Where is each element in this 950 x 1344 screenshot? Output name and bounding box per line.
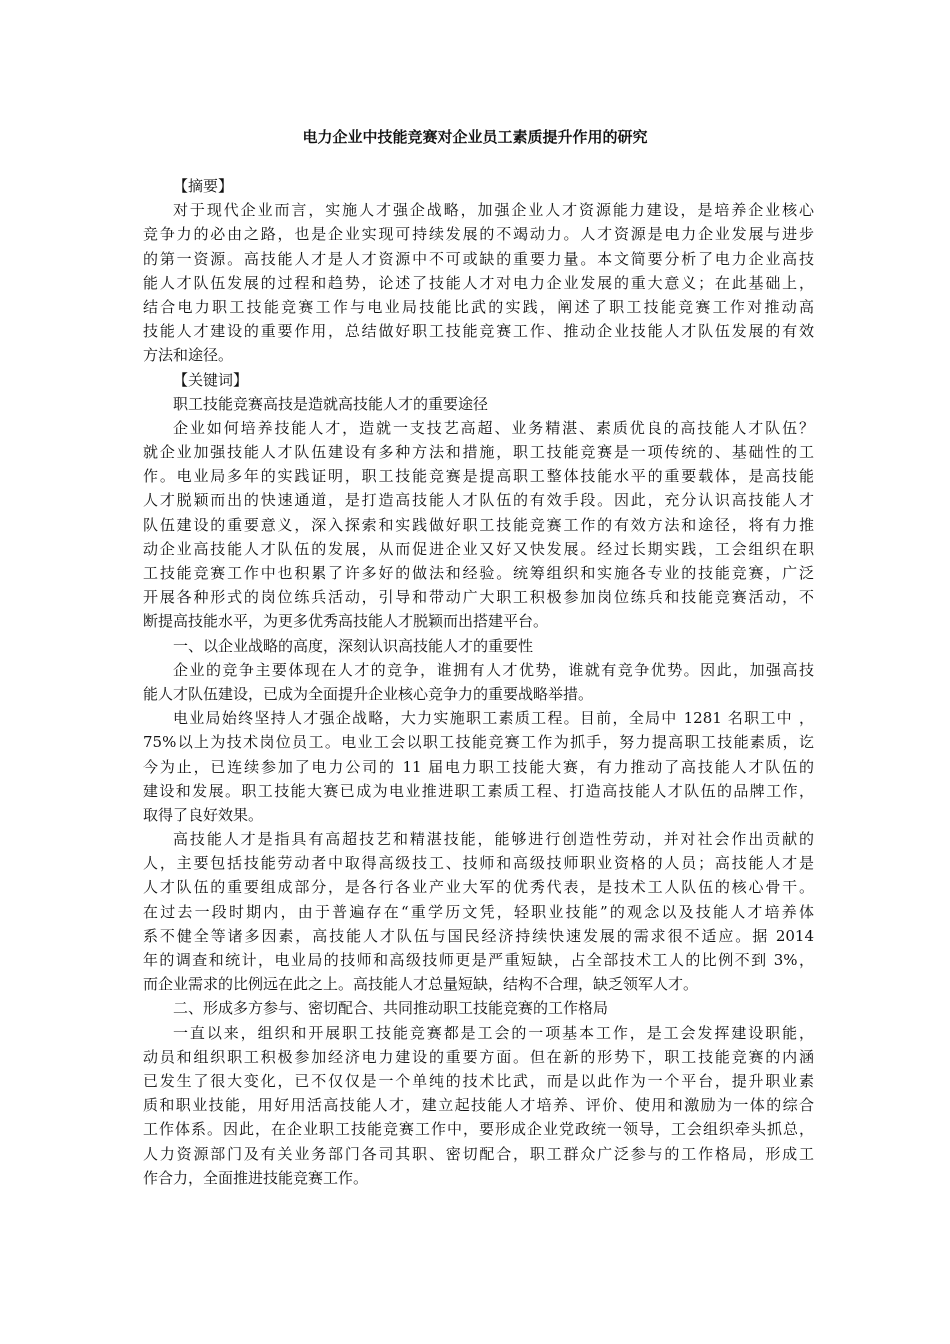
paragraph [143, 174, 814, 198]
paragraph-line: 质和职业技能，用好用活高技能人才，建立起技能人才培养、评价、使用和激励为一体的综合 [143, 1096, 814, 1115]
paragraph [143, 198, 814, 367]
paragraph-line: 竞争力的必由之路，也是企业实现可持续发展的不竭动力。人才资源是电力企业发展与进步 [143, 225, 814, 244]
paragraph-line: 年的调查和统计，电业局的技师和高级技师更是严重短缺，占全部技术工人的比例不到 3%， [143, 951, 814, 969]
paragraph-line: 一直以来，组织和开展职工技能竞赛都是工会的一项基本工作，是工会发挥建设职能， [173, 1023, 814, 1042]
paragraph-line: 人，主要包括技能劳动者中取得高级技工、技师和高级技师职业资格的人员；高技能人才是 [143, 854, 814, 873]
paragraph-line: 工技能竞赛工作中也积累了许多好的做法和经验。统筹组织和实施各专业的技能竞赛，广泛 [143, 564, 814, 582]
paragraph [143, 416, 814, 634]
paragraph [143, 706, 814, 827]
paragraph-line: 企业的竞争主要体现在人才的竞争，谁拥有人才优势，谁就有竞争优势。因此，加强高技 [173, 660, 814, 679]
paragraph-line: 作合力，全面推进技能竞赛工作。 [143, 1168, 369, 1187]
paragraph-line: 结合电力职工技能竞赛工作与电业局技能比武的实践，阐述了职工技能竞赛工作对推动高 [143, 297, 814, 316]
paragraph-line: 方法和途径。 [143, 346, 234, 365]
paragraph [143, 658, 814, 706]
paragraph-line: 而企业需求的比例远在此之上。高技能人才总量短缺，结构不合理，缺乏领军人才。 [143, 975, 699, 994]
paragraph-line: 企业如何培养技能人才，造就一支技艺高超、业务精湛、素质优良的高技能人才队伍？ [173, 418, 814, 437]
paragraph-line: 今为止，已连续参加了电力公司的 11 届电力职工技能大赛，有力推动了高技能人才队伍的 [143, 757, 814, 776]
paragraph-line: 已发生了很大变化，已不仅仅是一个单纯的技术比武，而是以此作为一个平台，提升职业素 [143, 1071, 814, 1090]
document-title: 电力企业中技能竞赛对企业员工素质提升作用的研究 [302, 128, 648, 146]
paragraph-line: 动员和组织职工积极参加经济电力建设的重要方面。但在新的形势下，职工技能竞赛的内涵 [143, 1047, 814, 1066]
paragraph-line: 断提高技能水平，为更多优秀高技能人才脱颖而出搭建平台。 [143, 612, 549, 631]
paragraph [143, 996, 814, 1020]
paragraph-line: 75%以上为技术岗位员工。电业工会以职工技能竞赛工作为抓手，努力提高职工技能素质，讫 [143, 733, 814, 752]
document-body [143, 174, 814, 1190]
paragraph-line: 人力资源部门及有关业务部门各司其职、密切配合，职工群众广泛参与的工作格局，形成工 [143, 1144, 814, 1163]
paragraph-line: 队伍建设的重要意义，深入探索和实践做好职工技能竞赛工作的有效方法和途径，将有力推 [143, 515, 814, 534]
paragraph-line: 动企业高技能人才队伍的发展，从而促进企业又好又快发展。经过长期实践，工会组织在职 [143, 539, 814, 558]
paragraph [143, 392, 814, 416]
paragraph-line: 就企业加强技能人才队伍建设有多种方法和措施，职工技能竞赛是一项传统的、基础性的工 [143, 443, 814, 462]
paragraph-line: 能人才队伍建设，已成为全面提升企业核心竞争力的重要战略举措。 [143, 684, 594, 703]
paragraph-line: 在过去一段时期内，由于普遍存在“重学历文凭，轻职业技能”的观念以及技能人才培养体 [143, 902, 814, 921]
paragraph-line: 技能人才建设的重要作用，总结做好职工技能竞赛工作、推动企业技能人才队伍发展的有效 [143, 322, 814, 341]
paragraph-line: 【摘要】 [173, 177, 234, 195]
paragraph-line: 【关键词】 [173, 370, 249, 389]
paragraph-line: 系不健全等诸多因素，高技能人才队伍与国民经济持续快速发展的需求很不适应。据 2014 [143, 926, 814, 945]
paragraph-line: 人才脱颖而出的快速通道，是打造高技能人才队伍的有效手段。因此，充分认识高技能人才 [143, 491, 814, 510]
paragraph-line: 作。电业局多年的实践证明，职工技能竞赛是提高职工整体技能水平的重要载体，是高技能 [143, 467, 814, 486]
paragraph-line: 电业局始终坚持人才强企战略，大力实施职工素质工程。目前，全局中 1281 名职工中 ， [173, 709, 814, 728]
paragraph-line: 工作体系。因此，在企业职工技能竞赛工作中，要形成企业党政统一领导，工会组织牵头抓总， [143, 1120, 814, 1139]
paragraph-line: 二、形成多方参与、密切配合、共同推动职工技能竞赛的工作格局 [173, 999, 609, 1018]
paragraph [143, 368, 814, 392]
paragraph [143, 827, 814, 996]
paragraph-line: 的第一资源。高技能人才是人才资源中不可或缺的重要力量。本文简要分析了电力企业高技 [143, 249, 814, 268]
paragraph-line: 对于现代企业而言，实施人才强企战略，加强企业人才资源能力建设，是培养企业核心 [173, 201, 814, 220]
paragraph-line: 职工技能竞赛高技是造就高技能人才的重要途径 [173, 394, 489, 413]
paragraph-line: 高技能人才是指具有高超技艺和精湛技能，能够进行创造性劳动，并对社会作出贡献的 [173, 830, 814, 849]
paragraph-line: 人才队伍的重要组成部分，是各行各业产业大军的优秀代表，是技术工人队伍的核心骨干。 [143, 878, 814, 897]
paragraph-line: 开展各种形式的岗位练兵活动，引导和带动广大职工积极参加岗位练兵和技能竞赛活动，不 [143, 588, 814, 607]
paragraph [143, 1021, 814, 1190]
paragraph-line: 建设和发展。职工技能大赛已成为电业推进职工素质工程、打造高技能人才队伍的品牌工作， [143, 781, 814, 800]
paragraph [143, 634, 814, 658]
paragraph-line: 一、以企业战略的高度，深刻认识高技能人才的重要性 [173, 636, 534, 655]
paragraph-line: 能人才队伍发展的过程和趋势，论述了技能人才对电力企业发展的重大意义；在此基础上， [143, 273, 814, 292]
paragraph-line: 取得了良好效果。 [143, 805, 264, 824]
